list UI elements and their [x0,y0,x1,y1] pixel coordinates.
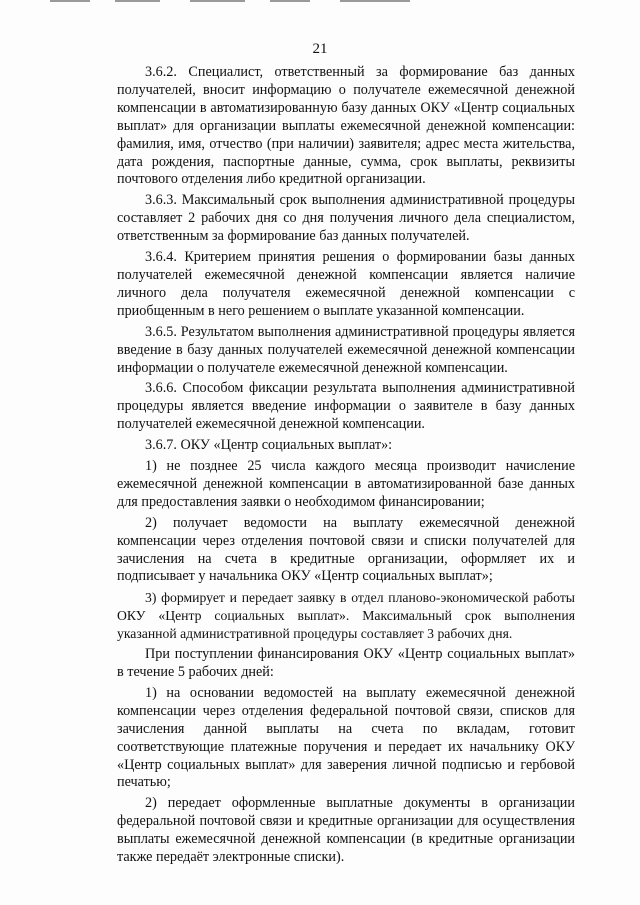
paragraph-3-6-7: 3.6.7. ОКУ «Центр социальных выплат»: [145,437,393,454]
list-item-2: 2) получает ведомости на выплату ежемесячной денежной компенсации через отделения почтовой связи и списки получателей для зачисления на счета в кредитные организации, оформляет их и подписывает у начальника ОКУ «Центр социальных выплат»; [117,514,575,585]
paragraph-3-6-2: 3.6.2. Специалист, ответственный за формирование баз данных получателей, вносит информацию о получателе ежемесячной денежной компенсации в автоматизированную базу данных ОКУ «Центр социальных выплат» для организации выплаты ежемесячной денежной компенсации: фамилия, имя, отчество (при наличии) заявителя; адрес места жительства, дата рождения, паспортные данные, сумма, срок выплаты, реквизиты почтового отделения либо кредитной организации. [117,64,575,188]
funding-item-2: 2) передает оформленные выплатные документы в организации федеральной почтовой связи и кредитные организации для осуществления выплаты ежемесячной денежной компенсации (в кредитные организации также передаёт электронные списки). [117,795,575,866]
paragraph-3-6-3: 3.6.3. Максимальный срок выполнения административной процедуры составляет 2 рабочих дня со дня получения личного дела специалистом, ответственным за формирование баз данных получателей. [117,192,575,245]
paragraph-3-6-4: 3.6.4. Критерием принятия решения о формировании базы данных получателей ежемесячной денежной компенсации является наличие личного дела получателя ежемесячной денежной компенсации с приобщенным в него решением о выплате указанной компенсации. [117,249,575,319]
paragraph-3-6-5: 3.6.5. Результатом выполнения административной процедуры является введение в базу данных получателей ежемесячной денежной компенсации информации о получателе ежемесячной денежной компенсации. [117,323,575,376]
document-body [117,64,575,867]
scan-edge-artifacts [40,0,460,4]
list-item-3: 3) формирует и передает заявку в отдел планово-экономической работы ОКУ «Центр социальных выплат». Максимальный срок выполнения указанной административной процедуры составляет 3 рабочих дня. [117,590,575,642]
funding-item-1: 1) на основании ведомостей на выплату ежемесячной денежной компенсации через отделения федеральной почтовой связи, списков для зачисления данной выплаты на счета по вкладам, готовит соответствующие платежные поручения и передает их начальнику ОКУ «Центр социальных выплат» для заверения личной подписью и гербовой печатью; [117,684,575,791]
list-item-1: 1) не позднее 25 числа каждого месяца производит начисление ежемесячной денежной компенсации в автоматизированной базе данных для предоставления заявки о необходимом финансировании; [117,458,575,510]
page-number: 21 [312,41,328,57]
paragraph-funding: При поступлении финансирования ОКУ «Центр социальных выплат» в течение 5 рабочих дней: [117,646,575,680]
paragraph-3-6-6: 3.6.6. Способом фиксации результата выполнения административной процедуры является введение информации о заявителе в базу данных получателей ежемесячной денежной компенсации. [117,380,575,433]
